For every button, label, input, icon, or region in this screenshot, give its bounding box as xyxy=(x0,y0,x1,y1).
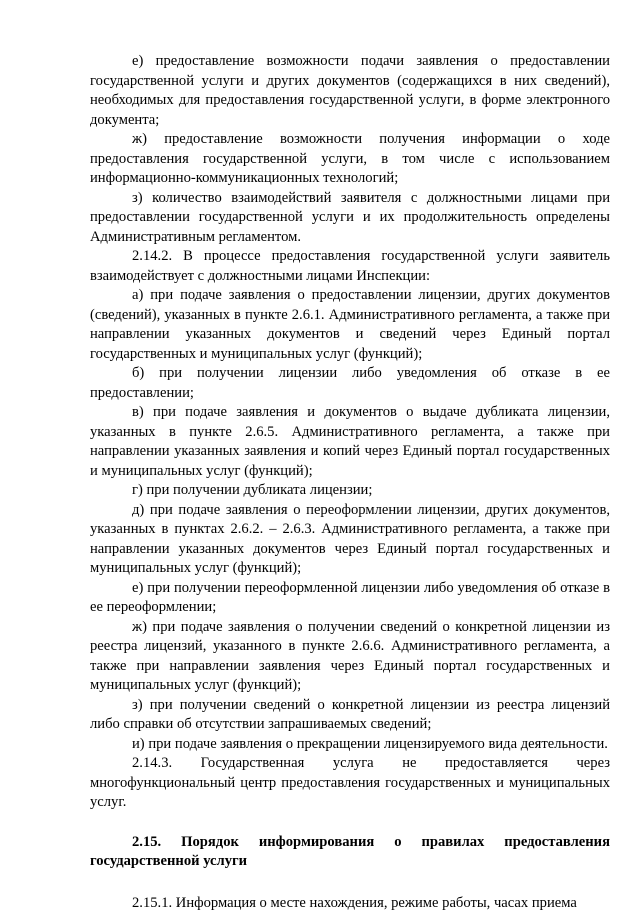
paragraph: з) при получении сведений о конкретной лицензии из реестра лицензий либо справки об отсутствии запрашиваемых сведений; xyxy=(90,696,610,735)
paragraph: б) при получении лицензии либо уведомления об отказе в ее предоставлении; xyxy=(90,364,610,403)
paragraph: 2.14.2. В процессе предоставления государственной услуги заявитель взаимодействует с должностными лицами Инспекции: xyxy=(90,247,610,286)
paragraph: г) при получении дубликата лицензии; xyxy=(90,481,610,501)
paragraph: е) предоставление возможности подачи заявления о предоставлении государственной услуги и других документов (содержащихся в них сведений), необходимых для предоставления государственной услуги, в форме электронного документа; xyxy=(90,52,610,130)
paragraph: д) при подаче заявления о переоформлении лицензии, других документов, указанных в пунктах 2.6.2. – 2.6.3. Административного регламента, а также при направлении указанных документов через Единый портал государственных и муниципальных услуг (функций); xyxy=(90,501,610,579)
paragraph: 2.15.1. Информация о месте нахождения, режиме работы, часах приема xyxy=(90,894,610,913)
paragraph: ж) предоставление возможности получения информации о ходе предоставления государственной услуги, в том числе с использованием информационно-коммуникационных технологий; xyxy=(90,130,610,189)
paragraph: е) при получении переоформленной лицензии либо уведомления об отказе в ее переоформлении; xyxy=(90,579,610,618)
paragraph: и) при подаче заявления о прекращении лицензируемого вида деятельности. xyxy=(90,735,610,755)
paragraph: а) при подаче заявления о предоставлении лицензии, других документов (сведений), указанных в пункте 2.6.1. Административного регламента, а также при направлении указанных документов и сведений через Единый портал государственных и муниципальных услуг (функций); xyxy=(90,286,610,364)
paragraph: з) количество взаимодействий заявителя с должностными лицами при предоставлении государственной услуги и их продолжительность определены Административным регламентом. xyxy=(90,189,610,248)
section-heading: 2.15. Порядок информирования о правилах предоставления государственной услуги xyxy=(90,833,610,872)
paragraph: ж) при подаче заявления о получении сведений о конкретной лицензии из реестра лицензий, указанного в пункте 2.6.6. Административного регламента, а также при направлении заявления через Единый портал государственных и муниципальных услуг (функций); xyxy=(90,618,610,696)
paragraph: в) при подаче заявления и документов о выдаче дубликата лицензии, указанных в пункте 2.6.5. Административного регламента, а также при направлении указанных заявления и копий через Единый портал государственных и муниципальных услуг (функций); xyxy=(90,403,610,481)
paragraph: 2.14.3. Государственная услуга не предоставляется через многофункциональный центр предоставления государственных и муниципальных услуг. xyxy=(90,754,610,813)
